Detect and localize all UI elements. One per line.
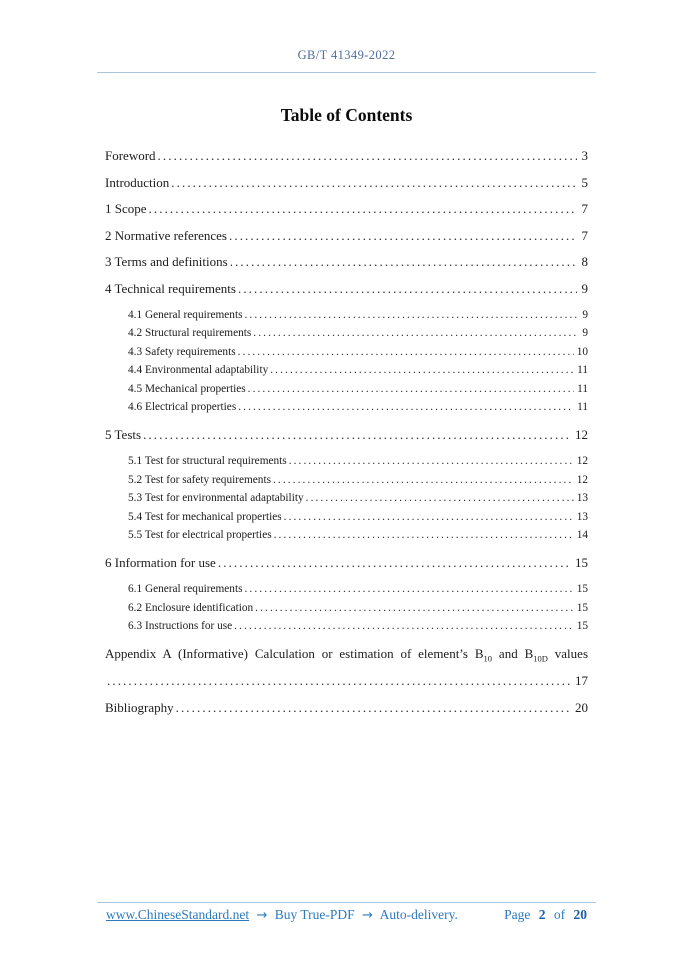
dot-leader: [238, 343, 574, 361]
toc-entry-label: Bibliography: [105, 699, 174, 715]
toc-entry-label: 4.5 Mechanical properties: [128, 382, 246, 395]
footer-promo: [106, 907, 462, 923]
dot-leader: [171, 174, 576, 191]
dot-leader: [274, 526, 574, 544]
toc-entry-label: 4 Technical requirements: [105, 280, 236, 296]
dot-leader: [230, 253, 577, 270]
toc-entry-page: 15: [575, 554, 588, 570]
appendix-text: values: [547, 646, 588, 662]
toc-entry-label: 5.4 Test for mechanical properties: [128, 510, 282, 523]
toc-entry-page: 12: [576, 473, 588, 486]
page-header: [0, 0, 693, 73]
dot-leader: [234, 617, 574, 635]
toc-entry-page: 3: [581, 148, 588, 163]
toc-entry-page: 15: [576, 583, 588, 596]
toc-entry-label: 5.5 Test for electrical properties: [128, 529, 272, 542]
toc-entry-page: 8: [581, 254, 588, 269]
toc-entry-page: 11: [577, 364, 588, 377]
dot-leader: [143, 426, 570, 443]
toc-entry: [105, 253, 588, 270]
toc-entry-page: 11: [577, 382, 588, 395]
toc-entry-label: 6.3 Instructions for use: [128, 620, 233, 633]
page-title: Table of Contents: [280, 105, 413, 125]
toc-entry-page: 13: [576, 492, 588, 505]
toc-entry: [105, 554, 588, 571]
toc-entry: [105, 227, 588, 244]
toc-entry-label: 4.6 Electrical properties: [128, 401, 237, 414]
toc-entry-label: 5.3 Test for environmental adaptability: [128, 492, 304, 505]
buy-pdf-text: Buy True-PDF: [274, 907, 355, 922]
toc-entry: [105, 147, 588, 164]
toc-subentry: [128, 617, 588, 635]
dot-leader: [245, 306, 580, 324]
dot-leader: [229, 227, 577, 244]
toc-entry-appendix-a-label: [105, 645, 588, 663]
dot-leader: [238, 398, 574, 416]
of-label: of: [553, 907, 566, 922]
toc-entry-page: 15: [576, 601, 588, 614]
dot-leader: [218, 554, 570, 571]
toc-entry-page: 7: [581, 227, 588, 243]
toc-subentry: [128, 580, 588, 598]
subscript-b10d: 10D: [533, 653, 548, 664]
toc-subentry: [128, 471, 588, 489]
standard-number: GB/T 41349-2022: [297, 48, 396, 62]
dot-leader: [253, 324, 579, 342]
dot-leader: [289, 452, 574, 470]
toc-entry-label: 6.1 General requirements: [128, 583, 243, 596]
toc-entry-page: 20: [575, 699, 588, 715]
toc-entry-page: 14: [576, 529, 588, 542]
toc-entry: [105, 200, 588, 217]
toc-entry-label: 4.4 Environmental adaptability: [128, 364, 269, 377]
dot-leader: [238, 280, 577, 297]
appendix-text: Appendix A (Informative) Calculation or estimation of element’s B: [105, 646, 484, 662]
toc-entry-page: 11: [577, 401, 588, 414]
toc-subentry: [128, 343, 588, 361]
toc-subentry: [128, 489, 588, 507]
dot-leader: [306, 489, 574, 507]
toc-entry-page: 9: [582, 309, 588, 321]
toc-subentry: [128, 361, 588, 379]
arrow-right-icon: →: [362, 908, 373, 923]
toc-entry-label: 1 Scope: [105, 201, 147, 216]
toc-subentry: [128, 324, 588, 342]
toc-entry: [105, 426, 588, 443]
toc-entry-label: Foreword: [105, 148, 156, 163]
table-of-contents: [105, 147, 588, 716]
dot-leader: [107, 672, 570, 689]
page-label: Page: [504, 907, 531, 922]
toc-entry-label: 2 Normative references: [105, 227, 227, 243]
toc-subentry: [128, 306, 588, 324]
dot-leader: [255, 599, 574, 617]
toc-subentry: [128, 380, 588, 398]
toc-entry-label: 6 Information for use: [105, 554, 216, 570]
dot-leader: [149, 200, 577, 217]
toc-subentry: [128, 398, 588, 416]
dot-leader: [273, 471, 574, 489]
delivery-text: Auto-delivery.: [379, 907, 458, 922]
toc-entry-label: 4.1 General requirements: [128, 309, 243, 321]
toc-entry-page: 15: [576, 620, 588, 633]
dot-leader: [284, 508, 574, 526]
total-page-number: 20: [573, 907, 587, 922]
toc-entry-label: 4.3 Safety requirements: [128, 345, 236, 358]
toc-entry-page: 17: [575, 673, 588, 689]
site-link[interactable]: www.ChineseStandard.net: [106, 907, 250, 922]
toc-entry-page: 10: [576, 345, 588, 358]
toc-entry-page: 7: [581, 201, 588, 216]
toc-entry-page: 9: [581, 280, 588, 296]
arrow-right-icon: →: [256, 908, 268, 923]
current-page-number: 2: [538, 907, 546, 922]
dot-leader: [270, 361, 574, 379]
toc-entry-appendix-a-leader: [105, 672, 588, 689]
toc-entry-label: 5.1 Test for structural requirements: [128, 455, 287, 468]
toc-entry-page: 9: [582, 327, 588, 340]
page-indicator: [499, 907, 587, 923]
toc-entry-label: 4.2 Structural requirements: [128, 327, 252, 340]
toc-entry-label: 3 Terms and definitions: [105, 254, 228, 269]
toc-subentry: [128, 508, 588, 526]
toc-entry: [105, 174, 588, 191]
dot-leader: [248, 380, 574, 398]
page-footer: [97, 902, 596, 923]
toc-entry-label: Introduction: [105, 174, 170, 190]
toc-subentry: [128, 599, 588, 617]
toc-entry: [105, 280, 588, 297]
dot-leader: [245, 580, 574, 598]
toc-entry-label: 6.2 Enclosure identification: [128, 601, 254, 614]
toc-entry: [105, 699, 588, 716]
toc-entry-page: 12: [576, 455, 588, 468]
dot-leader: [176, 699, 570, 716]
toc-entry-label: 5.2 Test for safety requirements: [128, 473, 271, 486]
toc-entry-page: 13: [576, 510, 588, 523]
appendix-text: and B: [492, 646, 534, 662]
subscript-b10: 10: [483, 653, 493, 664]
header-rule: [97, 72, 596, 73]
toc-entry-label: 5 Tests: [105, 426, 142, 442]
toc-entry-page: 5: [581, 174, 588, 190]
toc-subentry: [128, 452, 588, 470]
toc-subentry: [128, 526, 588, 544]
toc-entry-page: 12: [575, 426, 588, 442]
dot-leader: [158, 147, 577, 164]
